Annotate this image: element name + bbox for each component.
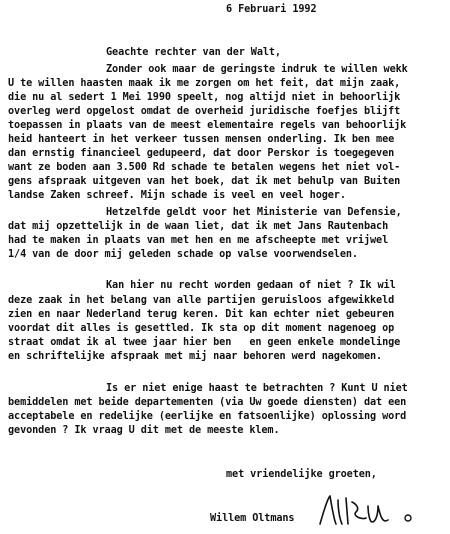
signer-name: Willem Oltmans [210, 513, 295, 524]
letter-line: overleg werd opgelost omdat de overheid juridische foefjes blijft [8, 106, 401, 117]
letter-line: Hetzelfde geldt voor het Ministerie van Defensie, [106, 207, 402, 218]
letter-line: straat omdat ik al twee jaar hier ben en geen enkele mondelinge [8, 337, 401, 348]
letter-line: Kan hier nu recht worden gedaan of niet ? Ik wil [106, 280, 396, 291]
letter-line: heid hanteert in het verkeer tussen mensen onderling. Ik ben mee [8, 134, 395, 145]
letter-line: gevonden ? Ik vraag U dit met de meeste klem. [8, 425, 280, 436]
closing: met vriendelijke groeten, [226, 469, 377, 480]
letter-line: gens afspraak uitgeven van het boek, dat ik met behulp van Buiten [8, 176, 401, 187]
letter-line: U te willen haasten maak ik me zorgen om het feit, dat mijn zaak, [8, 78, 401, 89]
letter-line: en schriftelijke afspraak met mij naar behoren werd nagekomen. [8, 351, 383, 362]
letter-line: 1/4 van de door mij geleden schade op valse voorwendselen. [8, 249, 358, 260]
letter-line: landse Zaken schreef. Mijn schade is veel en veel hoger. [8, 190, 346, 201]
letter-line: voordat dit alles is gesettled. Ik sta op dit moment nagenoeg op [8, 323, 395, 334]
letter-line: want ze boden aan 3.500 Rd schade te betalen wegens het niet vol- [8, 162, 401, 173]
letter-line: die nu al sedert 1 Mei 1990 speelt, nog altijd niet in behoorlijk [8, 92, 401, 103]
letter-line: had te maken in plaats van met hen en me afscheepte met vrijwel [8, 235, 389, 246]
handwritten-signature [316, 490, 436, 530]
letter-line: Zonder ook maar de geringste indruk te willen wekk [106, 64, 408, 75]
letter-line: deze zaak in het belang van alle partijen geruisloos afgewikkeld [8, 295, 395, 306]
letter-line: zien en naar Nederland terug keren. Dit kan echter niet gebeuren [8, 309, 395, 320]
letter-line: Is er niet enige haast te betrachten ? Kunt U niet [106, 383, 408, 394]
letter-line: dan ernstig financieel gedupeerd, dat door Perskor is toegegeven [8, 148, 395, 159]
letter-date: 6 Februari 1992 [226, 4, 317, 15]
salutation: Geachte rechter van der Walt, [106, 47, 281, 58]
letter-line: bemiddelen met beide departementen (via Uw goede diensten) dat een [8, 397, 407, 408]
letter-line: dat mij opzettelijk in de waan liet, dat ik met Jans Rautenbach [8, 221, 389, 232]
letter-line: toepassen in plaats van de meest elementaire regels van behoorlijk [8, 120, 407, 131]
letter-line: acceptabele en redelijke (eerlijke en fatsoenlijke) oplossing word [8, 411, 407, 422]
